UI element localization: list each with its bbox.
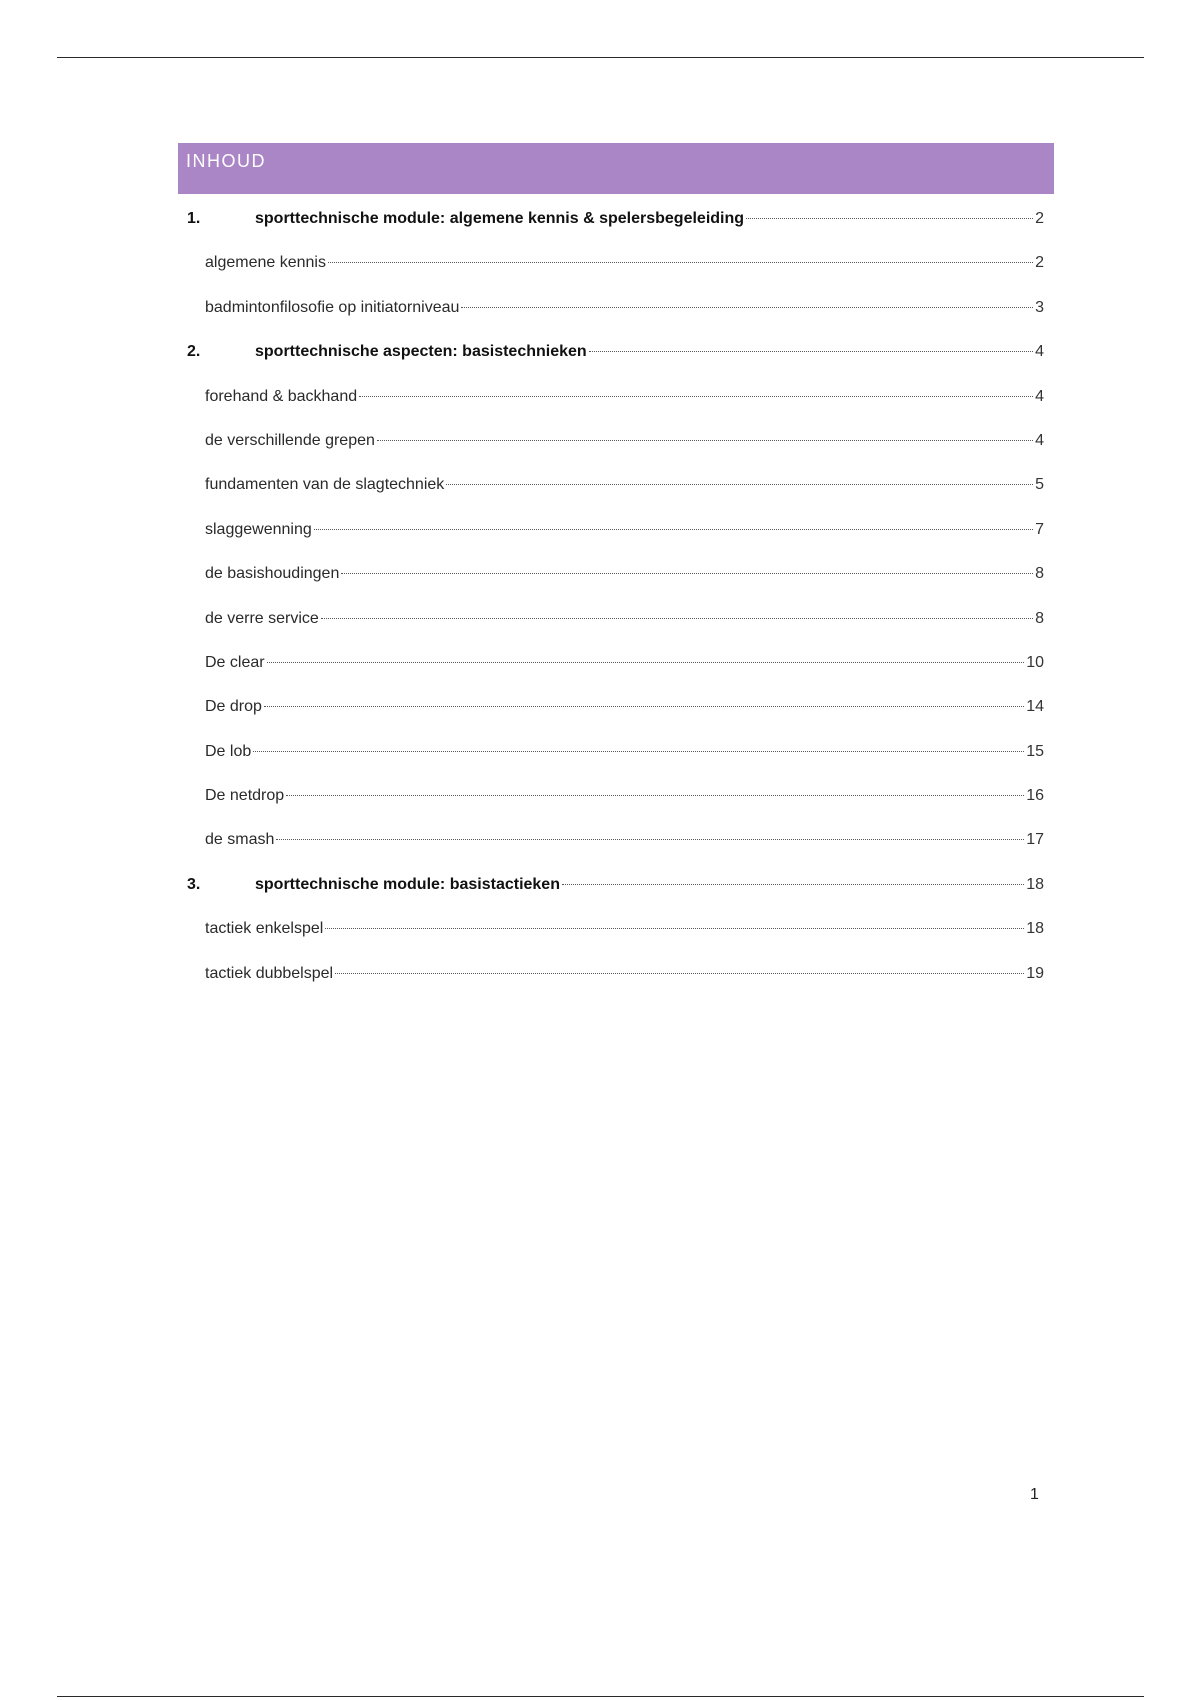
dot-leader (253, 751, 1024, 752)
toc-entry-title: algemene kennis (205, 254, 326, 272)
toc-entry[interactable] (178, 197, 1054, 241)
toc-entry-title: slaggewenning (205, 520, 312, 538)
toc-entry-title: sporttechnische aspecten: basistechnieken (255, 343, 587, 361)
toc-entry[interactable] (178, 597, 1054, 641)
toc-entry-page: 2 (1035, 210, 1044, 227)
toc-entry-page: 18 (1026, 875, 1044, 893)
toc-entry[interactable] (178, 375, 1054, 419)
dot-leader (264, 706, 1024, 707)
toc-entry-page: 4 (1035, 387, 1044, 405)
toc-entry-title: de smash (205, 831, 275, 849)
toc-entry-page: 14 (1026, 698, 1044, 716)
toc-entry-page: 19 (1026, 964, 1044, 982)
toc-entry-number: 3. (187, 875, 201, 893)
toc-entry-title: forehand & backhand (205, 387, 358, 405)
toc-entry[interactable] (178, 641, 1054, 685)
toc-entry[interactable] (178, 818, 1054, 862)
dot-leader (286, 795, 1024, 796)
dot-leader (359, 396, 1033, 397)
toc-list (178, 197, 1054, 996)
toc-entry-page: 15 (1026, 742, 1044, 760)
toc-entry-page: 10 (1026, 653, 1044, 671)
toc-entry-title: badmintonfilosofie op initiatorniveau (205, 298, 460, 316)
toc-entry-title: De lob (205, 742, 252, 760)
toc-entry[interactable] (178, 419, 1054, 463)
toc-entry[interactable] (178, 552, 1054, 596)
toc-entry[interactable] (178, 463, 1054, 507)
dot-leader (341, 573, 1033, 574)
toc-entry[interactable] (178, 508, 1054, 552)
dot-leader (321, 618, 1033, 619)
dot-leader (328, 262, 1033, 263)
dot-leader (746, 218, 1033, 219)
toc-entry-title: sporttechnische module: algemene kennis & spelersbegeleiding (255, 210, 745, 227)
toc-entry-page: 8 (1035, 565, 1044, 583)
toc-entry[interactable] (178, 952, 1054, 996)
dot-leader (377, 440, 1033, 441)
toc-entry[interactable] (178, 863, 1054, 907)
toc-entry-page: 18 (1026, 920, 1044, 938)
toc-entry-page: 7 (1035, 520, 1044, 538)
page-number: 1 (1030, 1486, 1039, 1503)
toc-entry[interactable] (178, 241, 1054, 285)
toc-entry[interactable] (178, 774, 1054, 818)
dot-leader (325, 928, 1024, 929)
dot-leader (314, 529, 1033, 530)
toc-entry-title: De clear (205, 653, 265, 671)
dot-leader (446, 484, 1033, 485)
toc-entry-title: sporttechnische module: basistactieken (255, 875, 560, 893)
toc-entry-number: 2. (187, 343, 201, 361)
dot-leader (461, 307, 1033, 308)
toc-entry-title: tactiek enkelspel (205, 920, 324, 938)
toc-heading: INHOUD (178, 143, 1054, 194)
toc-entry-title: De drop (205, 698, 262, 716)
toc-entry-page: 2 (1035, 254, 1044, 272)
toc-entry-page: 4 (1035, 431, 1044, 449)
toc-entry-title: tactiek dubbelspel (205, 964, 334, 982)
toc-entry-title: de verre service (205, 609, 319, 627)
dot-leader (267, 662, 1025, 663)
toc-entry-page: 5 (1035, 476, 1044, 494)
table-of-contents (178, 143, 1054, 996)
toc-entry-page: 4 (1035, 343, 1044, 361)
toc-entry-title: fundamenten van de slagtechniek (205, 476, 445, 494)
dot-leader (276, 839, 1024, 840)
toc-entry-title: De netdrop (205, 787, 285, 805)
header-rule (57, 57, 1144, 58)
dot-leader (562, 884, 1024, 885)
toc-entry[interactable] (178, 685, 1054, 729)
dot-leader (589, 351, 1033, 352)
toc-entry-page: 8 (1035, 609, 1044, 627)
toc-entry[interactable] (178, 330, 1054, 374)
toc-entry[interactable] (178, 730, 1054, 774)
toc-entry-page: 16 (1026, 787, 1044, 805)
dot-leader (335, 973, 1024, 974)
toc-entry-title: de verschillende grepen (205, 431, 375, 449)
toc-entry[interactable] (178, 286, 1054, 330)
footer-rule (57, 1696, 1144, 1697)
toc-entry-title: de basishoudingen (205, 565, 340, 583)
toc-entry[interactable] (178, 907, 1054, 951)
toc-entry-number: 1. (187, 210, 201, 227)
toc-entry-page: 3 (1035, 298, 1044, 316)
toc-entry-page: 17 (1026, 831, 1044, 849)
